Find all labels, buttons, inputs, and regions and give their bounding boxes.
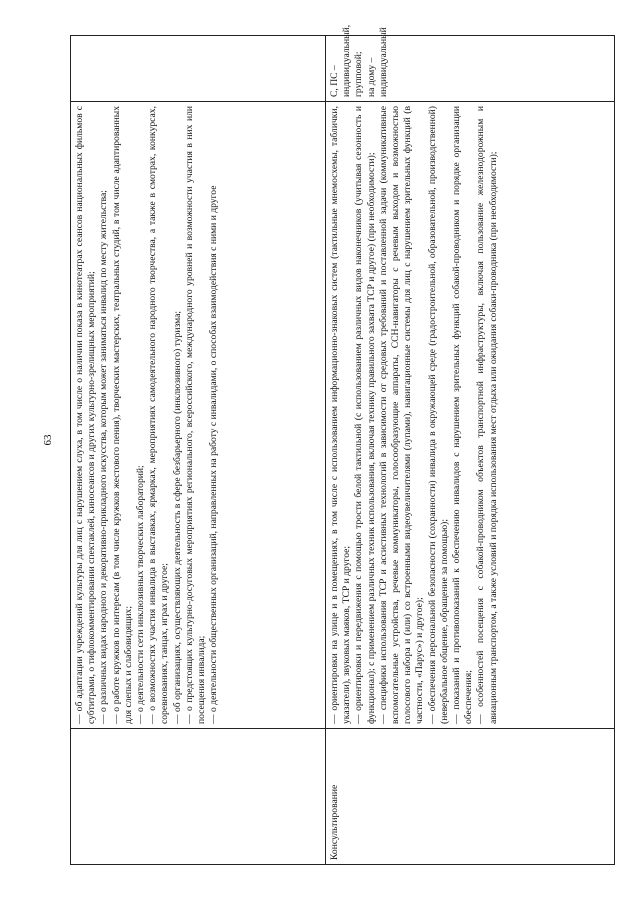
row-content (71, 102, 326, 729)
list-item: — обеспечения персональной безопасности (сохранности) инвалида в окружающей среде (градостроительной, образовательной, производственной) (невербальное общение, обращение за помощью); (426, 106, 450, 724)
list-item: — ориентировки и передвижения с помощью трости белой тактильной (с использованием различных видов наконечников (учитывая сезонность и функционал); с применением различных техник использования, включая технику правильного захвата ТСР и другое) (при необходимости); (353, 106, 377, 724)
table-row (326, 36, 615, 865)
list-item: — о деятельности сети инклюзивных творческих лабораторий; (135, 465, 147, 724)
row-label (71, 729, 326, 865)
list-item: — о различных видах народного и декоративно-прикладного искусства, которым может заниматься инвалид по месту жительства; (98, 190, 110, 724)
services-table (70, 24, 615, 865)
list-item: — специфики использования ТСР и ассистивных технологий в зависимости от средовых требований и поставленной задачи (коммуникативные вспомогательные устройства, речевые коммуникаторы, голосообразующие аппараты, ССН-навигаторы с речевым выходом и возможностью голосового набора и (или) со встроенными видеоувеличителями (лупами), навигационные системы для лиц с нарушением зрительных функций (в частности, «Парус») и другое); (377, 106, 426, 724)
list-item: — о предстоящих культурно-досуговых мероприятиях регионального, всероссийского, международного уровней и возможности участия в них или посещения инвалида; (183, 106, 208, 724)
page-number: 63 (42, 434, 54, 446)
rotated-page (70, 24, 615, 865)
list-item: — о возможностях участия инвалида в выставках, ярмарках, мероприятиях самодеятельного народного творчества, а также в смотрах, конкурсах, соревнованиях, танцах, играх и другое; (147, 106, 171, 724)
list-item: — об организациях, осуществляющих деятельность в сфере безбарьерного (инклюзивного) туризма; (171, 310, 183, 724)
row-format: С, ПС – индивидуальный, групповой; на дому – индивидуальный (326, 36, 615, 102)
list-item: — о деятельности общественных организаций, направленных на работу с инвалидами, о способах взаимодействия с ними и другое (208, 185, 220, 724)
list-item: — о работе кружков по интересам (в том числе кружков жестового пения), творческих мастерских, театральных студий, в том числе адаптированных для слепых и слабовидящих; (110, 106, 134, 724)
list-item: — показаний и противопоказаний к обеспечению инвалидов с нарушением зрительных функций собакой-проводником и порядке организации обеспечения; (451, 106, 475, 724)
row-label: Консультирование (326, 729, 615, 865)
list-item: — особенностей посещения с собакой-проводником объектов транспортной инфраструктуры, включая пользование железнодорожным и авиационным транспортом, а также условий и порядка использования мест отдыха или ожидания собаки-проводника (при необходимости); (475, 106, 499, 724)
list-item: — об адаптации учреждений культуры для лиц с нарушением слуха, в том числе о наличии показа в кинотеатрах сеансов национальных фильмов с субтитрами, о тифлокомментировании спектаклей, киносеансов и других культурно-зрелищных мероприятий; (74, 106, 98, 724)
list-item: — ориентировки на улице и в помещениях, в том числе с использованием информационно-знаковых систем (тактильные мнемосхемы, таблички, указатели), звуковых маяков, ТСР и другое; (329, 106, 353, 724)
table-row (71, 36, 326, 865)
row-format (71, 36, 326, 102)
row-content (326, 102, 615, 729)
